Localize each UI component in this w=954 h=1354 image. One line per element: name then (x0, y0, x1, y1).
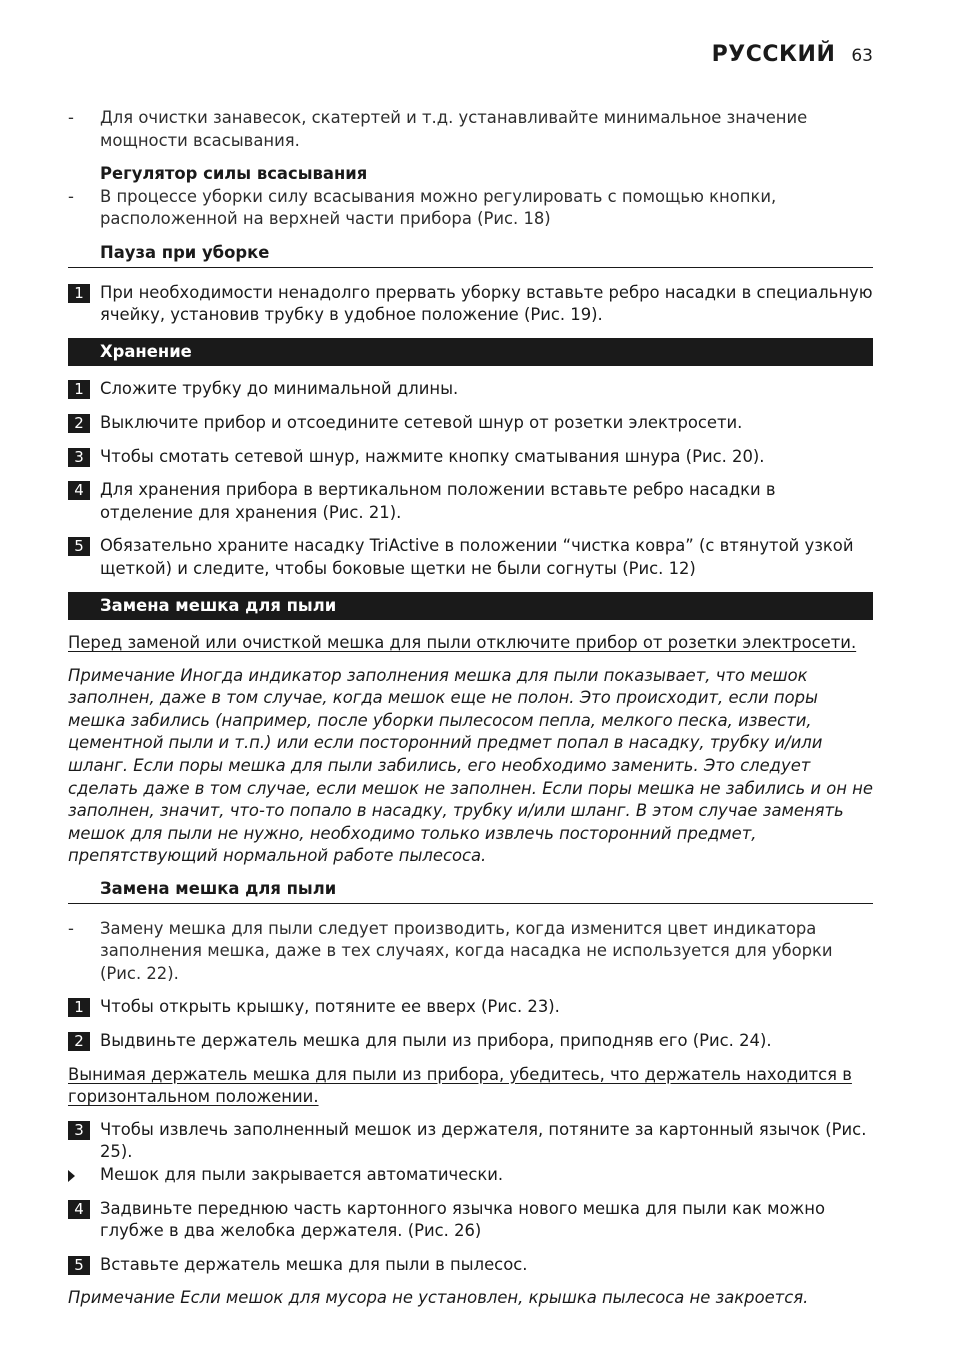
step-text: Вставьте держатель мешка для пыли в пылесос. (100, 1254, 528, 1274)
dash-marker: - (68, 186, 74, 206)
step-item (68, 479, 873, 524)
step-item (68, 1119, 873, 1164)
step-item (68, 378, 873, 401)
subheading-bag-replace: Замена мешка для пыли (68, 878, 873, 904)
step-text: При необходимости ненадолго прервать уборку вставьте ребро насадки в специальную ячейку, установив трубку в удобное положение (Рис. 19). (100, 282, 873, 325)
step-text: Выдвиньте держатель мешка для пыли из прибора, приподняв его (Рис. 24). (100, 1031, 772, 1050)
page-content (68, 107, 873, 1320)
step-item (68, 1198, 873, 1243)
step-number: 4 (68, 1200, 90, 1219)
subheading-suction: Регулятор силы всасывания (100, 164, 368, 184)
section-heading-storage: Хранение (68, 338, 873, 367)
dash-text: Для очистки занавесок, скатертей и т.д. устанавливайте минимальное значение мощности всасывания. (100, 108, 808, 150)
step-item (68, 282, 873, 327)
result-item (68, 1164, 873, 1187)
dash-text: Замену мешка для пыли следует производить, когда изменится цвет индикатора заполнения мешка, даже в тех случаях, когда насадка не используется для уборки (Рис. 22). (100, 918, 833, 983)
dash-item (68, 186, 873, 231)
step-text: Чтобы смотать сетевой шнур, нажмите кнопку сматывания шнура (Рис. 20). (100, 446, 765, 466)
step-number: 1 (68, 380, 90, 399)
step-text: Чтобы открыть крышку, потяните ее вверх (Рис. 23). (100, 997, 560, 1017)
step-number: 3 (68, 448, 90, 467)
result-arrow-icon (68, 1170, 75, 1182)
step-item (68, 996, 873, 1019)
warning-text: Перед заменой или очисткой мешка для пыли отключите прибор от розетки электросети. (68, 633, 857, 653)
step-number: 4 (68, 481, 90, 500)
step-item (68, 535, 873, 580)
dash-item (68, 918, 873, 986)
dash-marker: - (68, 108, 74, 127)
dash-text: В процессе уборки силу всасывания можно регулировать с помощью кнопки, расположенной на верхней части прибора (Рис. 18) (100, 186, 777, 229)
step-number: 5 (68, 1256, 90, 1275)
step-text: Чтобы извлечь заполненный мешок из держателя, потяните за картонный язычок (Рис. 25). (100, 1119, 867, 1162)
step-text: Выключите прибор и отсоедините сетевой шнур от розетки электросети. (100, 412, 743, 432)
caution-text: Вынимая держатель мешка для пыли из прибора, убедитесь, что держатель находится в горизонтальном положении. (68, 1064, 852, 1107)
step-number: 1 (68, 284, 90, 303)
step-text: Обязательно храните насадку TriActive в положении “чистка ковра” (с втянутой узкой щеткой) и следите, чтобы боковые щетки не были согнуты (Рис. 12) (100, 536, 854, 578)
final-note-text: Примечание Если мешок для мусора не установлен, крышка пылесоса не закроется. (68, 1288, 809, 1308)
note-text: Примечание Иногда индикатор заполнения мешка для пыли показывает, что мешок заполнен, даже в том случае, когда мешок еще не полон. Это происходит, если поры мешка забились (например, после уборки пылесосом пепла, мелкого песка, извести, цементной пыли и т.п.) или если посторонний предмет попал в насадку, трубку и/или шланг. Если поры мешка для пыли забились, его необходимо заменить. Это следует сделать даже в том случае, если мешок не заполнен. Если поры мешка не забились и он не заполнен, значит, что-то попало в насадку, трубку и/или шланг. В этом случае заменять мешок для пыли не нужно, необходимо только извлечь посторонний предмет, препятствующий нормальной работе пылесоса. (68, 665, 873, 866)
step-text: Для хранения прибора в вертикальном положении вставьте ребро насадки в отделение для хранения (Рис. 21). (100, 480, 776, 522)
step-number: 2 (68, 1032, 90, 1051)
subheading-pause: Пауза при уборке (68, 242, 873, 268)
step-item (68, 1254, 873, 1277)
step-text: Сложите трубку до минимальной длины. (100, 379, 459, 399)
step-item (68, 412, 873, 435)
step-number: 2 (68, 414, 90, 433)
step-number: 5 (68, 537, 90, 556)
page-header (712, 44, 873, 68)
step-number: 3 (68, 1121, 90, 1140)
result-text: Мешок для пыли закрывается автоматически. (100, 1164, 504, 1184)
section-heading-bag: Замена мешка для пыли (68, 592, 873, 621)
step-text: Задвиньте переднюю часть картонного язычка нового мешка для пыли как можно глубже в два желобка держателя. (Рис. 26) (100, 1198, 826, 1241)
page-number: 63 (851, 46, 873, 66)
language-label: РУССКИЙ (711, 42, 836, 67)
dash-item (68, 107, 873, 152)
step-item (68, 1030, 873, 1053)
step-item (68, 446, 873, 469)
step-number: 1 (68, 998, 90, 1017)
dash-marker: - (68, 918, 74, 938)
